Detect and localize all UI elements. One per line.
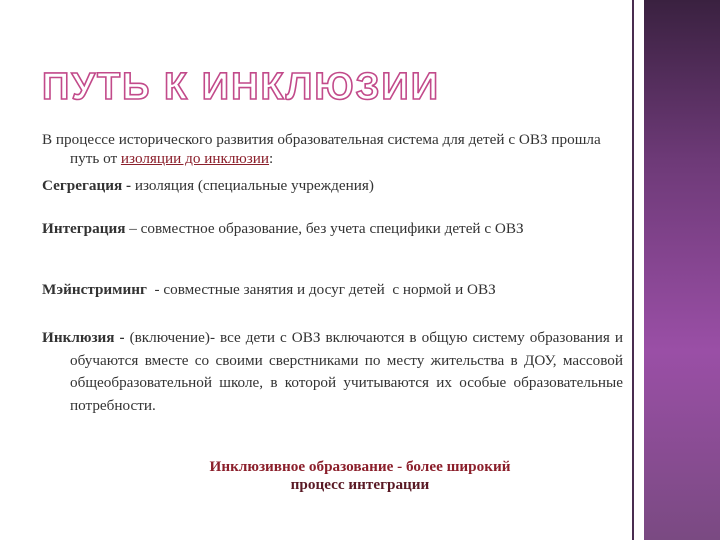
intro-paragraph	[42, 130, 623, 168]
inclusion-text: (включение)- все дети с ОВЗ включаются в общую систему образования и обучаются вместе со своими сверстниками по месту жительства в ДОУ, массовой общеобразовательной школе, в которой учитываются их особые образовательные потребности.	[70, 329, 623, 414]
segregation-term: Сегрегация	[42, 177, 123, 194]
conclusion-line1: Инклюзивное образование - более широкий	[209, 458, 511, 475]
inclusion-term: Инклюзия	[42, 329, 115, 346]
sidebar-divider	[632, 0, 634, 540]
inclusion-paragraph	[42, 327, 623, 417]
slide-title: ПУТЬ К ИНКЛЮЗИИ	[42, 66, 441, 108]
conclusion	[150, 458, 570, 494]
intro-highlight: изоляции до инклюзии	[120, 150, 270, 167]
decorative-sidebar	[644, 0, 720, 540]
integration-term: Интеграция	[42, 220, 126, 237]
mainstreaming-paragraph	[42, 280, 595, 299]
integration-paragraph	[42, 219, 623, 238]
segregation-paragraph	[42, 176, 595, 195]
mainstreaming-term: Мэйнстриминг	[42, 281, 147, 298]
intro-line2-prefix: с ОВЗ прошла путь от	[70, 131, 601, 167]
conclusion-line2: процесс интеграции	[290, 476, 430, 493]
segregation-text: изоляция (специальные учреждения)	[134, 177, 374, 194]
segregation-dash: -	[122, 177, 135, 194]
inclusion-dash: -	[114, 329, 130, 346]
intro-line1: В процессе исторического развития образовательная система для детей	[42, 131, 505, 148]
integration-text: – совместное образование, без учета специфики детей с ОВЗ	[125, 220, 524, 237]
intro-line2-suffix: :	[269, 150, 274, 167]
mainstreaming-text: - совместные занятия и досуг детей с нормой и ОВЗ	[146, 281, 496, 298]
